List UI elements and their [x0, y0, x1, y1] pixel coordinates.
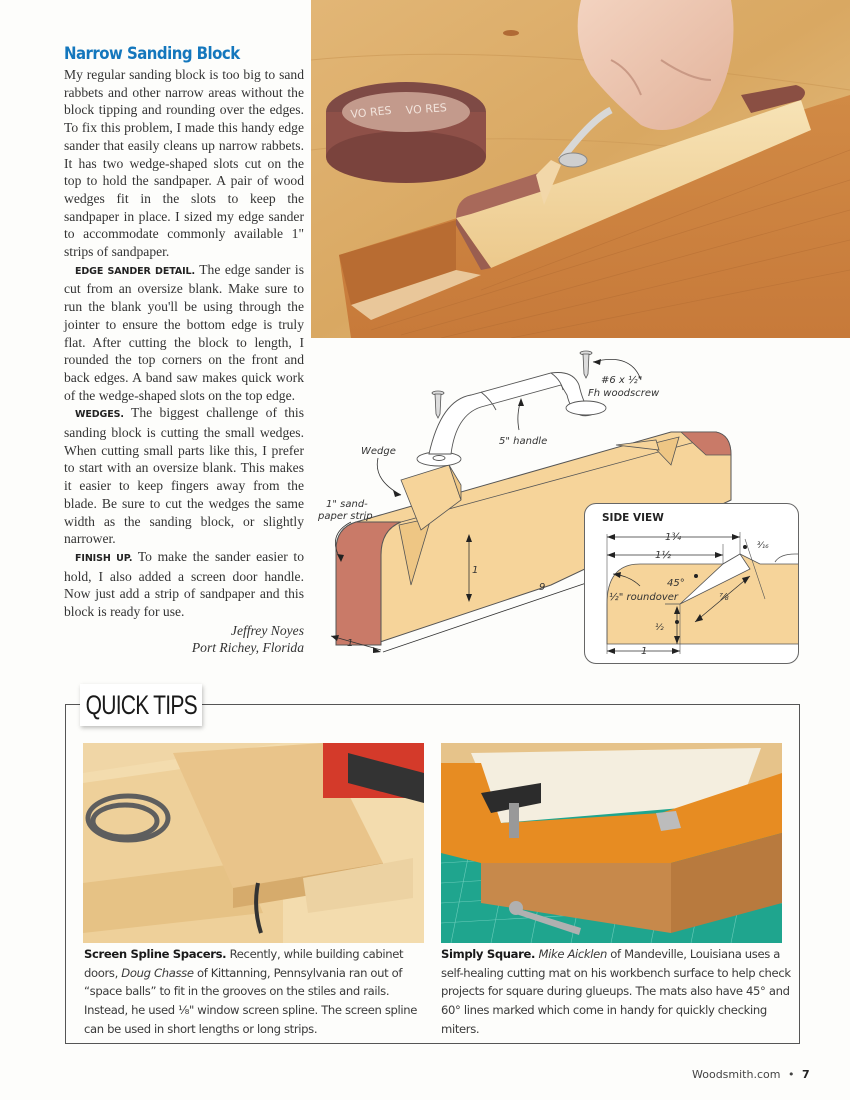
side-view-inset [584, 503, 799, 664]
dim-depth: ⅞ [719, 592, 729, 603]
tip-title: Screen Spline Spacers. [84, 947, 227, 961]
main-photo [311, 0, 850, 338]
article-paragraph-intro [64, 66, 304, 261]
article-paragraph-finish [64, 548, 304, 621]
tip-simply-square [441, 945, 791, 1039]
dim-slot-position: 1½ [655, 550, 672, 561]
dim-overall: 1¾ [665, 532, 682, 543]
author-location: Port Richey, Florida [191, 640, 304, 656]
screen-spline-photo [83, 743, 424, 943]
article-paragraph-edge-sander [64, 261, 304, 405]
height-dimension: 1 [472, 565, 479, 576]
run-in-heading: WEDGES. [75, 409, 124, 421]
paragraph-text: To make the sander easier to hold, I also added a screen door handle. Now just add a strip of sandpaper and this block is ready for use. [64, 548, 304, 620]
screw-size-label: #6 x ½" [601, 375, 643, 386]
article-title: Narrow Sanding Block [64, 44, 240, 64]
simply-square-photo [441, 743, 782, 943]
screw-type-label: Fh woodscrew [588, 388, 660, 399]
run-in-heading: EDGE SANDER DETAIL. [75, 265, 196, 277]
tip-contributor: Doug Chasse [121, 965, 194, 980]
paragraph-text: The edge sander is cut from an oversize blank. Make sure to run the blank you'll be using through the jointer to ensure the bottom edge is truly flat. After cutting the block to length, I rounded the top corners on the front and back edges. A band saw makes quick work of the wedge-shaped slots on the top edge. [64, 261, 304, 403]
strip-label-line1: 1" sand- [326, 499, 368, 510]
length-dimension: 9 [539, 582, 546, 593]
strip-label-line2: paper strip [318, 511, 373, 522]
footer-site: Woodsmith.com [692, 1068, 781, 1081]
quick-tips-heading-tab [80, 684, 202, 726]
dim-slot-height: ½ [655, 623, 664, 633]
page-number: 7 [801, 1068, 810, 1081]
tip-title: Simply Square. [441, 947, 536, 961]
dim-base: 1 [641, 646, 648, 657]
byline [64, 622, 304, 657]
article-paragraph-wedges [64, 404, 304, 548]
tip-contributor: Mike Aicklen [538, 947, 607, 961]
page-footer [692, 1068, 810, 1081]
article-column [64, 44, 304, 657]
dim-slot-width: ³⁄₁₆ [757, 541, 769, 551]
paragraph-text: My regular sanding block is too big to sand rabbets and other narrow areas without the block tipping and rounding over the edges. To fix this problem, I made this handy edge sander that easily cleans up narrow rabbets. It has two wedge-shaped slots cut on the top to hold the sandpaper. A pair of wood wedges fit in the slots to keep the sandpaper in place. I sized my edge sander to accommodate commonly available 1" strips of sandpaper. [64, 67, 304, 260]
tip-text-post: of Kittanning, Pennsylvania ran out of “space balls” to fit in the grooves on the stiles and rails. Instead, he used ⅛" window screen spline. The screen spline can be used in short lengths or long strips. [84, 965, 418, 1036]
wedge-label: Wedge [361, 446, 396, 457]
dim-angle: 45° [667, 578, 685, 589]
side-view-drawing [585, 504, 799, 664]
paragraph-text: The biggest challenge of this sanding block is cutting the small wedges. When cutting small parts like this, I prefer to start with an oversize blank. This makes it easier to keep fingers away from the blade. Be sure to cut the wedges the same width as the sanding block, or slightly narrower. [64, 405, 304, 547]
author-name: Jeffrey Noyes [230, 622, 304, 638]
width-dimension: 1 [347, 638, 354, 649]
cutting-mat-illustration [441, 743, 782, 943]
sanding-block-photo-illustration [311, 0, 850, 338]
tip-screen-spline [84, 945, 434, 1039]
tip-text-post: of Mandeville, Louisiana uses a self-healing cutting mat on his workbench surface to help check projects for square during glueups. The mats also have 45° and 60° lines marked which come in handy for quickly checking miters. [441, 947, 791, 1036]
svg-text:VO RES: VO RES [349, 103, 393, 121]
handle-label: 5" handle [499, 436, 548, 447]
side-view-title: SIDE VIEW [602, 512, 664, 524]
dim-roundover: ½" roundover [609, 592, 679, 603]
run-in-heading: FINISH UP. [75, 552, 133, 564]
tip-text-pre: Recently, while building cabinet doors, [84, 947, 404, 980]
quick-tips-heading: QUICK TIPS [85, 689, 197, 720]
screen-spline-illustration [83, 743, 424, 943]
svg-text:VO RES: VO RES [405, 101, 448, 117]
footer-bullet: • [787, 1068, 795, 1081]
